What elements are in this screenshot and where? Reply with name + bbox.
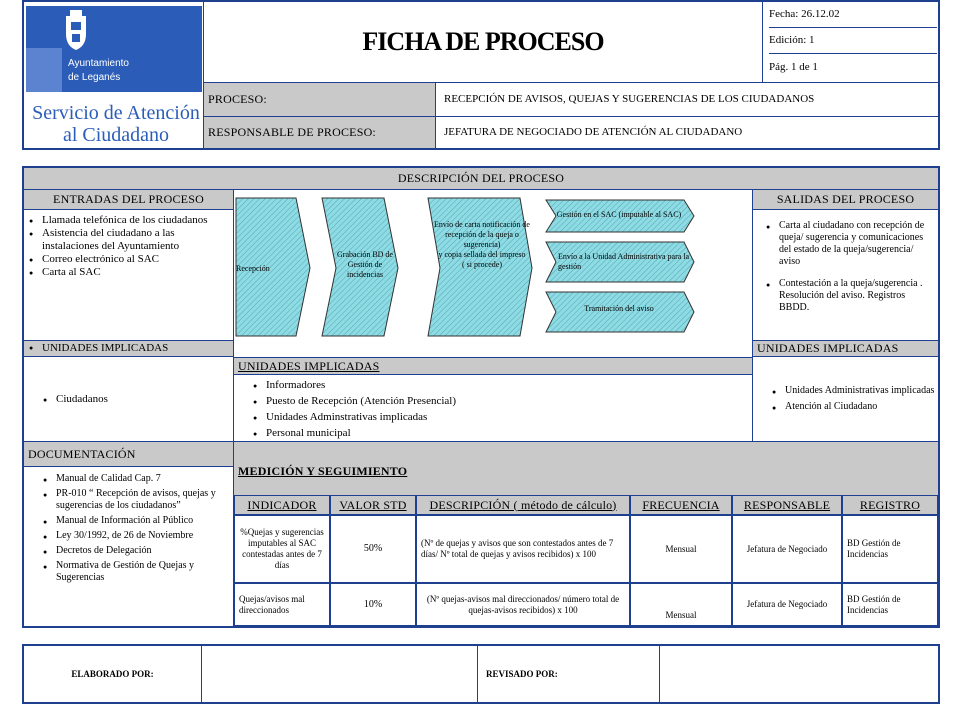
unidades-left-box	[24, 357, 234, 441]
unidades-left-title-text: UNIDADES IMPLICADAS	[42, 342, 169, 354]
responsable-value: JEFATURA DE NEGOCIADO DE ATENCIÓN AL CIUDADANO	[436, 116, 938, 148]
documento-item: ● Manual de Información al Público	[56, 515, 229, 527]
flow-step2-text: Grabación BD de Gestión de incidencias	[337, 250, 393, 279]
table-cell-indicador: %Quejas y sugerencias imputables al SAC contestadas antes de 7 días	[234, 515, 330, 583]
documentacion-box	[24, 467, 234, 626]
entrada-item: ● Correo electrónico al SAC	[42, 253, 229, 266]
table-header-frecuencia: FRECUENCIA	[630, 495, 732, 515]
logo-area	[24, 2, 204, 148]
elaborado-label: ELABORADO POR:	[24, 646, 202, 702]
logo-square-light	[26, 48, 62, 92]
revisado-value	[660, 646, 938, 702]
elaborado-value	[202, 646, 478, 702]
unidades-mid-box	[234, 375, 752, 441]
documento-item: ● Decretos de Delegación	[56, 545, 229, 557]
table-cell-frecuencia: Mensual	[630, 515, 732, 583]
documento-item: ● Normativa de Gestión de Quejas y Sugerencias	[56, 560, 229, 584]
table-cell-descripcion: (Nº quejas-avisos mal direccionados/ número total de quejas-avisos recibidos) x 100	[416, 583, 630, 626]
table-cell-valor: 50%	[330, 515, 416, 583]
meta-box	[762, 2, 938, 82]
unidad-item: ● Ciudadanos	[56, 393, 108, 406]
unidad-item: ● Unidades Administrativas implicadas	[785, 383, 934, 399]
coat-of-arms-icon	[62, 8, 90, 52]
page-title: FICHA DE PROCESO	[362, 27, 604, 56]
table-cell-descripcion: (Nº de quejas y avisos que son contestados antes de 7 días/ Nº total de quejas y avisos recibidos) x 100	[416, 515, 630, 583]
flow-branch3-text: Tramitación del aviso	[584, 304, 654, 313]
edicion-text: Edición: 1	[769, 28, 937, 54]
fecha-text: Fecha: 26.12.02	[769, 2, 937, 28]
unidades-right-title: UNIDADES IMPLICADAS	[752, 340, 938, 357]
entradas-list-box	[24, 210, 234, 340]
descripcion-title: DESCRIPCIÓN DEL PROCESO	[24, 168, 938, 190]
table-cell-indicador: Quejas/avisos mal direccionados	[234, 583, 330, 626]
proceso-value: RECEPCIÓN DE AVISOS, QUEJAS Y SUGERENCIAS DE LOS CIUDADANOS	[436, 82, 938, 116]
flow-branch1-text: Gestión en el SAC (imputable al SAC)	[556, 210, 682, 219]
logo-service-line1: Servicio de Atención	[32, 102, 200, 124]
logo-town-line2: de Leganés	[68, 72, 121, 83]
entradas-list	[28, 214, 229, 279]
header-block	[22, 0, 940, 150]
salida-item: ● Contestación a la queja/sugerencia . Resolución del aviso. Registros BBDD.	[779, 278, 932, 314]
pagina-text: Pág. 1 de 1	[769, 60, 818, 73]
proceso-label: PROCESO:	[204, 82, 436, 116]
unidad-item: ● Personal municipal	[266, 425, 752, 441]
unidades-mid-title: UNIDADES IMPLICADAS	[238, 359, 380, 373]
table-cell-frecuencia: Mensual	[630, 583, 732, 626]
table-header-registro: REGISTRO	[842, 495, 938, 515]
table-cell-valor: 10%	[330, 583, 416, 626]
entrada-item: ● Llamada telefónica de los ciudadanos	[42, 214, 229, 227]
footer-block	[22, 644, 940, 704]
revisado-label: REVISADO POR:	[478, 646, 660, 702]
salidas-title: SALIDAS DEL PROCESO	[752, 190, 938, 210]
logo-service-line2: al Ciudadano	[62, 124, 170, 146]
logo-town-line1: Ayuntamiento	[68, 58, 129, 69]
documento-item: ● PR-010 “ Recepción de avisos, quejas y sugerencias de los ciudadanos”	[56, 488, 229, 512]
unidad-item: ● Informadores	[266, 377, 752, 393]
unidades-right-box	[752, 357, 938, 441]
descripcion-block	[22, 166, 940, 628]
entradas-title: ENTRADAS DEL PROCESO	[24, 190, 234, 210]
entrada-item: ● Carta al SAC	[42, 266, 229, 279]
flow-step3-text: Envío de carta notificación de recepción de la queja o sugerencia) y copia sellada del impreso ( si procede)	[434, 220, 530, 269]
table-cell-registro: BD Gestión de Incidencias	[842, 583, 938, 626]
unidades-right-list	[771, 383, 934, 415]
unidades-mid-list	[252, 377, 752, 441]
table-header-responsable: RESPONSABLE	[732, 495, 842, 515]
responsable-label: RESPONSABLE DE PROCESO:	[204, 116, 436, 148]
table-header-descripcion: DESCRIPCIÓN ( método de cálculo)	[416, 495, 630, 515]
documento-item: ● Ley 30/1992, de 26 de Noviembre	[56, 530, 229, 542]
unidad-item: ● Puesto de Recepción (Atención Presencial)	[266, 393, 752, 409]
table-cell-responsable: Jefatura de Negociado	[732, 583, 842, 626]
documentacion-title: DOCUMENTACIÓN	[24, 441, 234, 467]
table-cell-responsable: Jefatura de Negociado	[732, 515, 842, 583]
flow-branch2-text: Envío a la Unidad Administrativa para la gestión	[558, 252, 690, 271]
unidad-item: ● Unidades Adminstrativas implicadas	[266, 409, 752, 425]
unidades-left-title: ● UNIDADES IMPLICADAS	[24, 340, 234, 357]
unidad-item: ● Atención al Ciudadano	[785, 399, 934, 415]
medicion-title: MEDICIÓN Y SEGUIMIENTO	[238, 464, 408, 478]
documento-item: ● Manual de Calidad Cap. 7	[56, 473, 229, 485]
documentacion-list	[42, 473, 229, 584]
entrada-item: ● Asistencia del ciudadano a las instalaciones del Ayuntamiento	[42, 227, 229, 253]
salidas-list-box	[752, 210, 938, 340]
salidas-list	[765, 220, 932, 314]
table-header-valor: VALOR STD	[330, 495, 416, 515]
table-header-indicador: INDICADOR	[234, 495, 330, 515]
salida-item: ● Carta al ciudadano con recepción de queja/ sugerencia y comunicaciones del estado de la queja/sugerencia/ aviso	[779, 220, 932, 268]
unidades-left-list	[42, 393, 108, 406]
table-cell-registro: BD Gestión de Incidencias	[842, 515, 938, 583]
flow-step1-text: Recepción	[236, 264, 270, 273]
